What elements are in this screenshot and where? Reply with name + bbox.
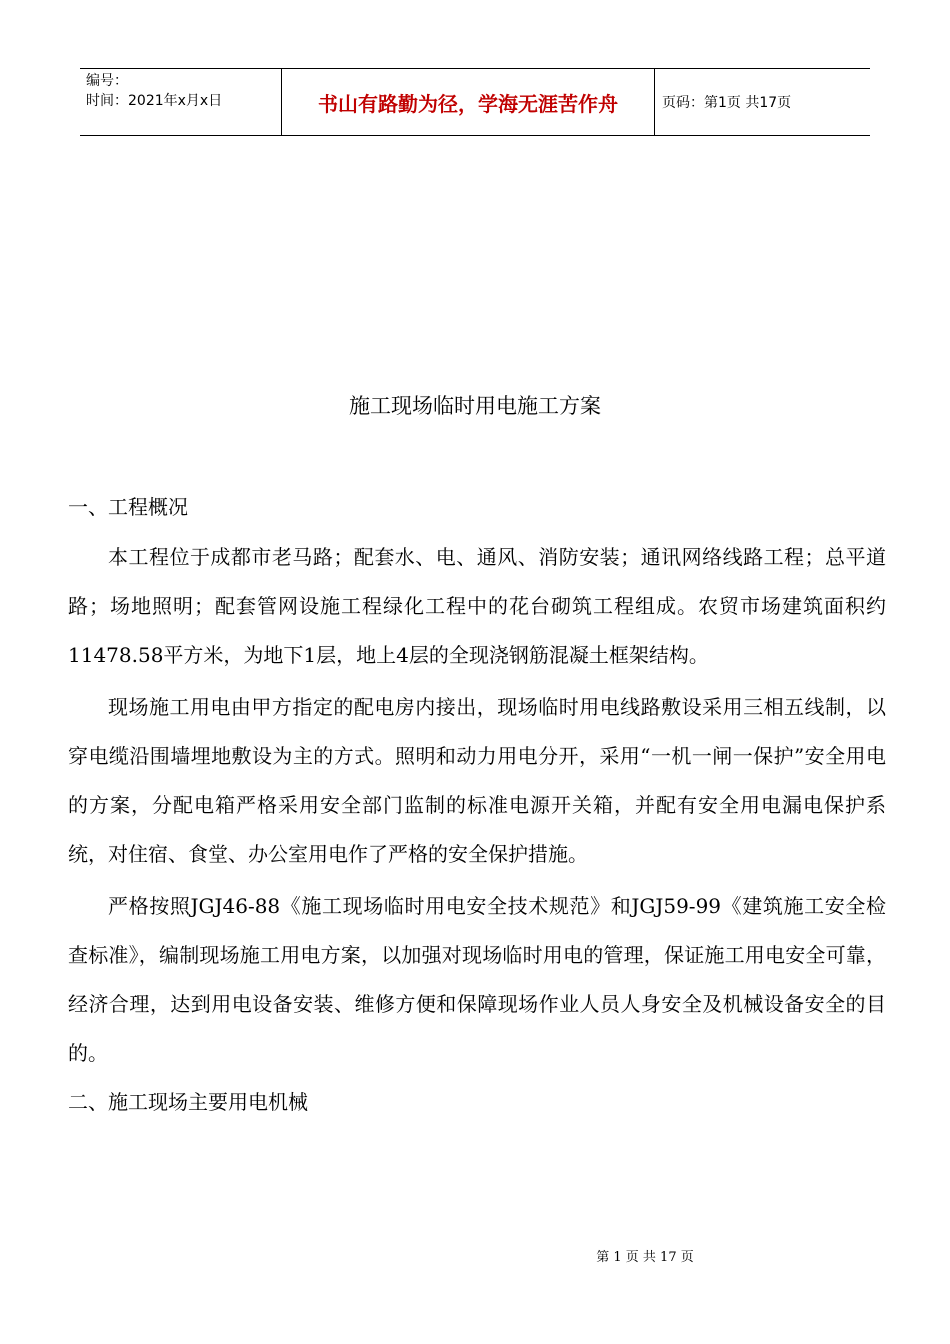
page-footer: 第 1 页 共 17 页: [596, 1250, 694, 1265]
document-date: 时间：2021年x月x日: [86, 93, 223, 109]
header-motto: 书山有路勤为径，学海无涯苦作舟: [318, 91, 618, 116]
header-page-info: 页码：第1页 共17页: [662, 95, 792, 111]
header-divider: [654, 69, 655, 135]
document-title: 施工现场临时用电施工方案: [349, 394, 601, 418]
paragraph: 现场施工用电由甲方指定的配电房内接出，现场临时用电线路敷设采用三相五线制，以穿电缆沿围墙埋地敷设为主的方式。照明和动力用电分开，采用“一机一闸一保护”安全用电的方案，分配电箱严格采用安全部门监制的标准电源开关箱，并配有安全用电漏电保护系统，对住宿、食堂、办公室用电作了严格的安全保护措施。: [68, 695, 886, 866]
section-heading: 二、施工现场主要用电机械: [68, 1090, 308, 1114]
paragraph: 本工程位于成都市老马路；配套水、电、通风、消防安装；通讯网络线路工程；总平道路；场地照明；配套管网设施工程绿化工程中的花台砌筑工程组成。农贸市场建筑面积约11478.58平方米，为地下1层，地上4层的全现浇钢筋混凝土框架结构。: [68, 545, 886, 667]
section-heading: 一、工程概况: [68, 495, 188, 519]
document-number-label: 编号：: [86, 73, 128, 89]
document-body: [68, 485, 886, 1125]
header-meta: [86, 71, 278, 111]
paragraph: 严格按照JGJ46-88《施工现场临时用电安全技术规范》和JGJ59-99《建筑施工安全检查标准》，编制现场施工用电方案，以加强对现场临时用电的管理，保证施工用电安全可靠，经济合理，达到用电设备安装、维修方便和保障现场作业人员人身安全及机械设备安全的目的。: [68, 894, 886, 1065]
page-header: [80, 68, 870, 136]
